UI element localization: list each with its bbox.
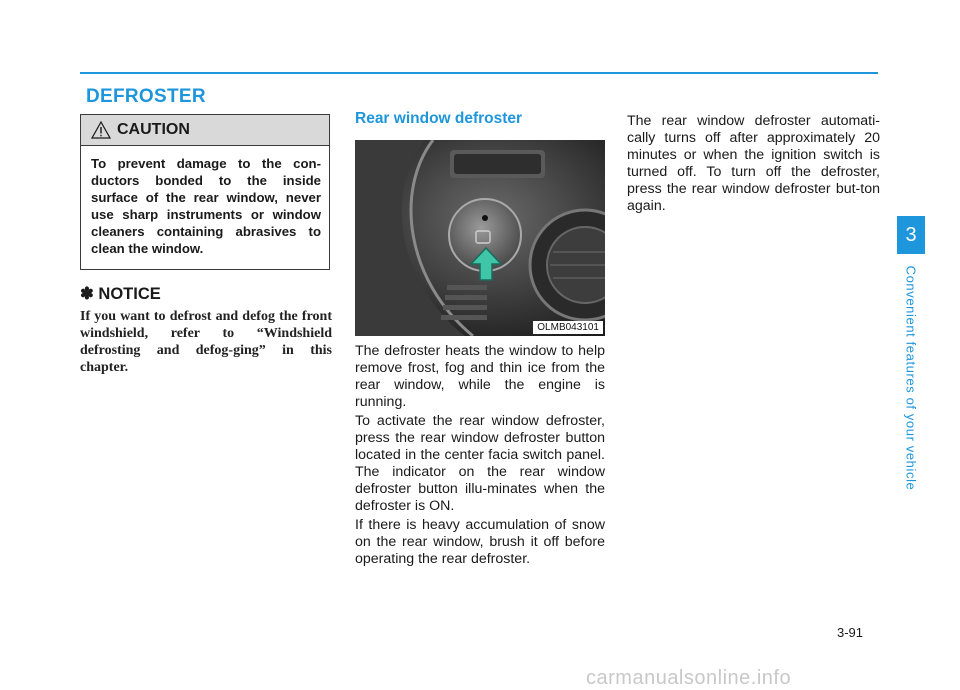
caution-box — [80, 114, 330, 270]
auto-off-paragraph: The rear window defroster automati-cally turns off after approximately 20 minutes or when the ignition switch is turned off. To turn off the defroster, press the rear window defroster but-ton again. — [627, 113, 880, 214]
dashboard-illustration — [355, 140, 605, 336]
section-title: DEFROSTER — [86, 86, 206, 107]
defroster-paragraph-2: To activate the rear window defroster, press the rear window defroster button located in the center facia switch panel. The indicator on the rear window defroster button illu-minates when the defroster is ON. — [355, 413, 605, 514]
image-label: OLMB043101 — [533, 321, 603, 334]
top-rule — [80, 72, 878, 74]
rear-defroster-title: Rear window defroster — [355, 110, 523, 127]
caution-text: To prevent damage to the con-ductors bonded to the inside surface of the rear window, never use sharp instruments or window cleaners containing abrasives to clean the window. — [91, 156, 321, 256]
defroster-button-photo — [355, 140, 605, 336]
page-number: 3-91 — [837, 625, 864, 640]
warning-triangle-icon — [91, 121, 111, 139]
chapter-tab: 3 — [897, 216, 925, 254]
caution-header — [81, 115, 329, 146]
chapter-label: Convenient features of your vehicle — [903, 265, 919, 491]
notice-text: If you want to defrost and defog the front windshield, refer to “Windshield defrosting and defog-ging” in this chapter. — [80, 309, 332, 375]
notice-title: ✽ NOTICE — [80, 285, 161, 303]
defroster-paragraph-1: The defroster heats the window to help remove frost, fog and thin ice from the rear window, while the engine is running. — [355, 343, 605, 410]
defroster-paragraph-3: If there is heavy accumulation of snow on the rear window, brush it off before operating the rear defroster. — [355, 517, 605, 567]
caution-title: CAUTION — [117, 121, 190, 138]
watermark: carmanualsonline.info — [586, 667, 792, 689]
